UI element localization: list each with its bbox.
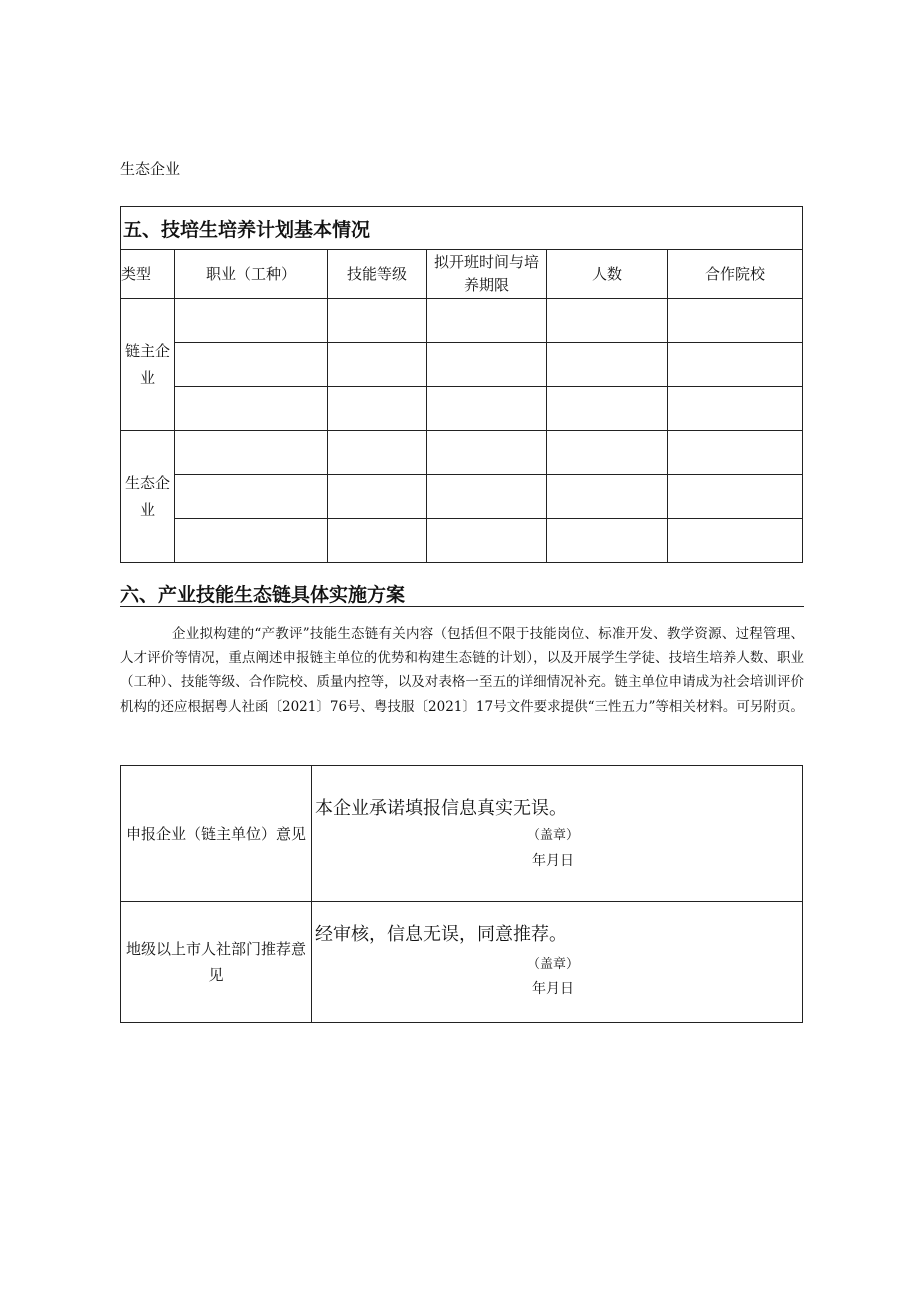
- input-cell[interactable]: [328, 343, 427, 387]
- applicant-seal-label: （盖章）: [527, 828, 580, 843]
- header-occupation: 职业（工种）: [175, 250, 328, 299]
- input-cell[interactable]: [175, 343, 328, 387]
- input-cell[interactable]: [175, 299, 328, 343]
- section5-title: 五、技培生培养计划基本情况: [121, 207, 803, 250]
- input-cell[interactable]: [427, 299, 547, 343]
- input-cell[interactable]: [175, 519, 328, 563]
- input-cell[interactable]: [328, 431, 427, 475]
- input-cell[interactable]: [668, 299, 803, 343]
- input-cell[interactable]: [175, 431, 328, 475]
- section6-title: 六、产业技能生态链具体实施方案: [120, 580, 804, 607]
- input-cell[interactable]: [547, 519, 668, 563]
- table-header-row: [121, 250, 803, 299]
- table-row: [121, 299, 803, 343]
- input-cell[interactable]: [547, 299, 668, 343]
- input-cell[interactable]: [328, 387, 427, 431]
- hr-dept-opinion-label: 地级以上市人社部门推荐意见: [121, 902, 312, 1023]
- header-headcount: 人数: [547, 250, 668, 299]
- table-row: [121, 519, 803, 563]
- group-label-ecosystem: 生态企业: [121, 431, 175, 563]
- section6-paragraph: 企业拟构建的“产教评”技能生态链有关内容（包括但不限于技能岗位、标准开发、教学资源、过程管理、人才评价等情况，重点阐述申报链主单位的优势和构建生态链的计划），以及开展学生学徒、技培生培养人数、职业（工种）、技能等级、合作院校、质量内控等，以及对表格一至五的详细情况补充。链主单位申请成为社会培训评价机构的还应根据粤人社函〔2021〕76号、粤技服〔2021〕17号文件要求提供“三性五力”等相关材料。可另附页。: [120, 626, 804, 715]
- opinion-row: [121, 766, 803, 902]
- input-cell[interactable]: [547, 343, 668, 387]
- input-cell[interactable]: [175, 475, 328, 519]
- input-cell[interactable]: [547, 387, 668, 431]
- table-row: [121, 475, 803, 519]
- group-label-chain-lead: 链主企业: [121, 299, 175, 431]
- input-cell[interactable]: [668, 387, 803, 431]
- training-plan-table: [120, 206, 803, 563]
- hr-dept-date-label: 年月日: [532, 981, 574, 997]
- input-cell[interactable]: [427, 431, 547, 475]
- input-cell[interactable]: [668, 519, 803, 563]
- input-cell[interactable]: [427, 343, 547, 387]
- input-cell[interactable]: [668, 475, 803, 519]
- header-skill-level: 技能等级: [328, 250, 427, 299]
- input-cell[interactable]: [427, 475, 547, 519]
- opinion-table: [120, 765, 803, 1023]
- input-cell[interactable]: [328, 519, 427, 563]
- hr-dept-seal-label: （盖章）: [527, 957, 580, 972]
- table-row: [121, 431, 803, 475]
- input-cell[interactable]: [547, 431, 668, 475]
- input-cell[interactable]: [328, 475, 427, 519]
- header-type: 类型: [121, 250, 175, 299]
- input-cell[interactable]: [668, 343, 803, 387]
- hr-dept-statement: 经审核，信息无误，同意推荐。: [315, 924, 567, 945]
- table-row: [121, 387, 803, 431]
- input-cell[interactable]: [328, 299, 427, 343]
- input-cell[interactable]: [427, 387, 547, 431]
- applicant-date-label: 年月日: [532, 853, 574, 869]
- table-row: [121, 343, 803, 387]
- input-cell[interactable]: [668, 431, 803, 475]
- input-cell[interactable]: [547, 475, 668, 519]
- top-label: 生态企业: [120, 160, 181, 178]
- hr-dept-opinion-field[interactable]: [312, 902, 803, 1023]
- applicant-opinion-label: 申报企业（链主单位）意见: [121, 766, 312, 902]
- input-cell[interactable]: [427, 519, 547, 563]
- applicant-opinion-field[interactable]: [312, 766, 803, 902]
- header-partner-school: 合作院校: [668, 250, 803, 299]
- opinion-row: [121, 902, 803, 1023]
- input-cell[interactable]: [175, 387, 328, 431]
- header-schedule: 拟开班时间与培养期限: [427, 250, 547, 299]
- applicant-statement: 本企业承诺填报信息真实无误。: [315, 798, 567, 819]
